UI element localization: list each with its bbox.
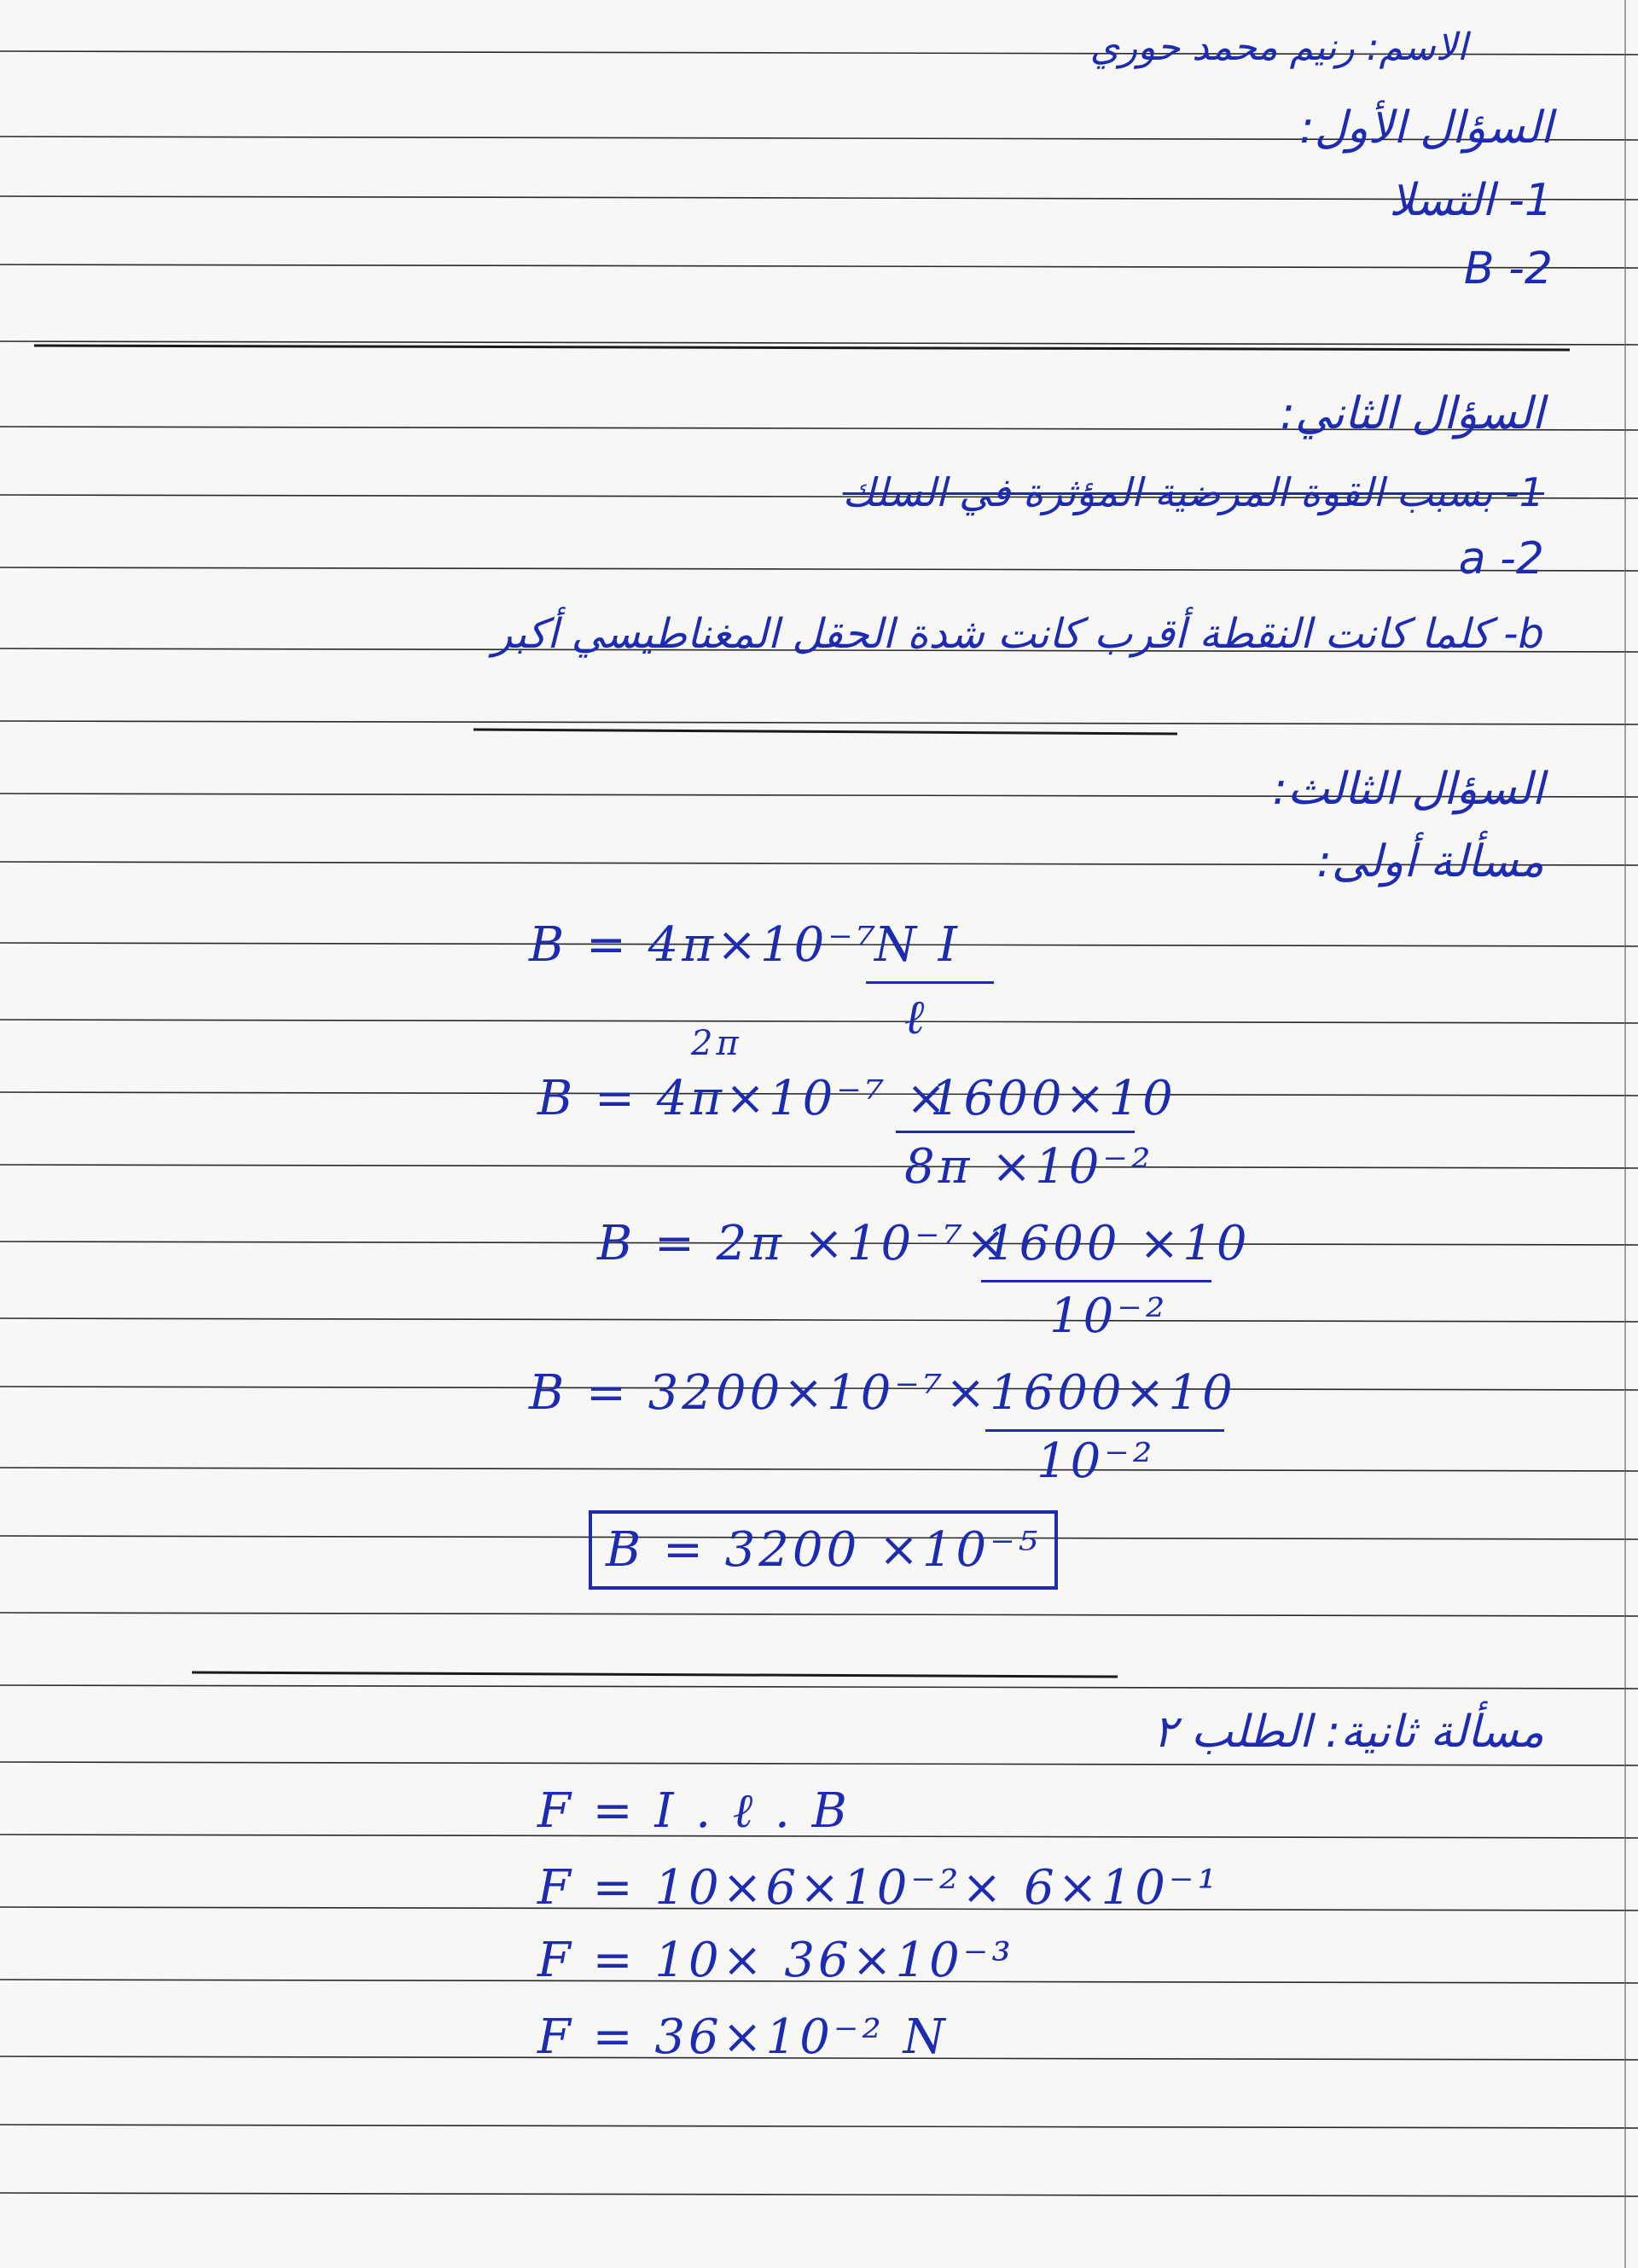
p1-step3-num: 1600 ×10 (985, 1216, 1251, 1271)
p1-step2-note: 2π (691, 1024, 742, 1063)
ruled-line (0, 341, 1638, 345)
question1-answer-2: 2- B (1463, 243, 1553, 294)
p1-step4-fraction-bar (985, 1429, 1224, 1432)
question2-answer-2: 2- a (1458, 533, 1544, 584)
question2-answer-3: b- كلما كانت النقطة أقرب كانت شدة الحقل المغناطيسي أكبر (492, 610, 1544, 658)
question1-answer-1: 1- التسلا (1389, 175, 1553, 226)
p1-step2-num: 1600×10 (930, 1071, 1176, 1126)
p1-step4-den: 10⁻² (1037, 1433, 1156, 1489)
ruled-line (0, 1468, 1638, 1471)
ruled-line (0, 1020, 1638, 1023)
section-divider (192, 1672, 1118, 1677)
p1-step2-lhs: B = 4π×10⁻⁷ × (537, 1071, 950, 1126)
p2-step1: F = I . ℓ . B (537, 1783, 851, 1839)
ruled-line (0, 1613, 1638, 1616)
problem2-title: مسألة ثانية: الطلب ٢ (1153, 1707, 1544, 1758)
ruled-line (0, 2125, 1638, 2128)
ruled-line (0, 567, 1638, 571)
p1-step1-den: ℓ (904, 990, 928, 1045)
student-name: الاسم: رنيم محمد حوري (1089, 26, 1467, 69)
ruled-line (0, 1762, 1638, 1765)
section-divider (473, 730, 1177, 734)
p2-step4: F = 36×10⁻² N (537, 2009, 949, 2065)
ruled-line (0, 2193, 1638, 2196)
p1-step1-fraction-bar (866, 981, 994, 984)
p1-step3-fraction-bar (981, 1280, 1211, 1282)
p1-step2-fraction-bar (896, 1131, 1135, 1133)
ruled-line (0, 1685, 1638, 1689)
p1-step3-den: 10⁻² (1049, 1288, 1169, 1344)
question3-title: السؤال الثالث: (1272, 764, 1544, 815)
section-divider (34, 346, 1570, 350)
p1-step1-lhs: B = 4π×10⁻⁷ (529, 917, 880, 973)
question1-title: السؤال الأول: (1299, 102, 1553, 154)
p1-result: B = 3200 ×10⁻⁵ (606, 1522, 1042, 1578)
p1-step4-lhs: B = 3200×10⁻⁷× (529, 1365, 990, 1421)
problem1-title: مسألة أولى: (1316, 836, 1544, 887)
question2-title: السؤال الثاني: (1280, 388, 1544, 439)
p2-step3: F = 10× 36×10⁻³ (537, 1933, 1014, 1988)
ruled-line (0, 1165, 1638, 1168)
p2-step2: F = 10×6×10⁻²× 6×10⁻¹ (537, 1860, 1220, 1916)
question2-answer-1: 1- بسبب القوة المرضية المؤثرة في السلك (842, 469, 1544, 515)
p1-step4-num: 1600×10 (990, 1365, 1236, 1421)
p1-step2-den: 8π ×10⁻² (904, 1139, 1154, 1195)
ruled-line (0, 265, 1638, 268)
p1-result-box (589, 1510, 1058, 1590)
ruled-line (0, 721, 1638, 724)
p1-step1-num: N I (874, 917, 961, 973)
p1-step3-lhs: B = 2π ×10⁻⁷× (597, 1216, 1010, 1271)
ruled-line (0, 1318, 1638, 1322)
